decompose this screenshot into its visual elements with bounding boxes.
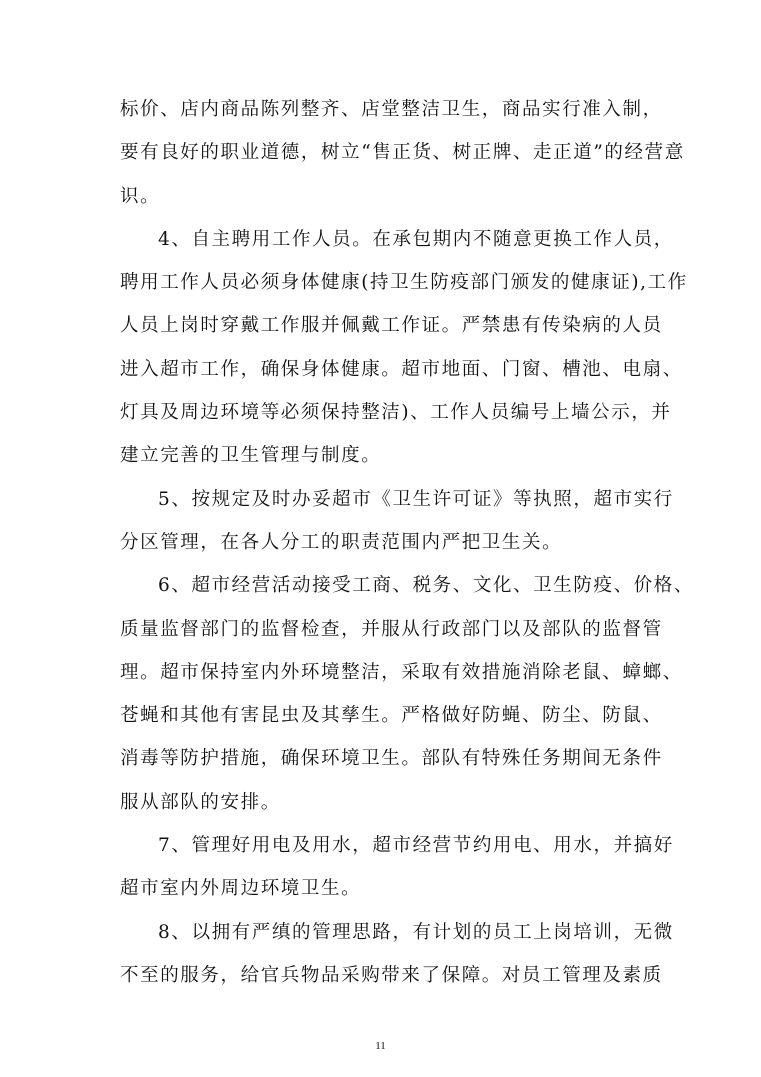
text-line: 超市室内外周边环境卫生。 [120, 878, 362, 900]
page-number: 11 [375, 1040, 386, 1052]
text-line: 服从部队的安排。 [120, 791, 281, 813]
text-line: 不至的服务，给官兵物品采购带来了保障。对员工管理及素质 [120, 964, 663, 986]
paragraph-8-start: 8、以拥有严缜的管理思路，有计划的员工上岗培训，无微 [158, 921, 674, 943]
text-line: 聘用工作人员必须身体健康(持卫生防疫部门颁发的健康证),工作 [120, 272, 688, 294]
text-line: 理。超市保持室内外环境整洁，采取有效措施消除老鼠、蟑螂、 [120, 661, 683, 683]
paragraph-7-start: 7、管理好用电及用水，超市经营节约用电、用水，并搞好 [158, 835, 674, 857]
text-line: 灯具及周边环境等必须保持整洁)、工作人员编号上墙公示，并 [120, 402, 672, 424]
text-line: 识。 [120, 185, 161, 207]
text-line: 标价、店内商品陈列整齐、店堂整洁卫生，商品实行准入制， [120, 99, 663, 120]
text-line: 建立完善的卫生管理与制度。 [120, 445, 382, 467]
paragraph-6-start: 6、超市经营活动接受工商、税务、文化、卫生防疫、价格、 [158, 575, 694, 597]
text-line: 要有良好的职业道德，树立“售正货、树正牌、走正道”的经营意 [120, 142, 685, 164]
document-body [120, 88, 694, 997]
text-line: 人员上岗时穿戴工作服并佩戴工作证。严禁患有传染病的人员 [120, 315, 663, 337]
text-line: 质量监督部门的监督检查，并服从行政部门以及部队的监督管 [120, 618, 663, 640]
text-line: 进入超市工作，确保身体健康。超市地面、门窗、槽池、电扇、 [120, 358, 683, 380]
paragraph-5-start: 5、按规定及时办妥超市《卫生许可证》等执照，超市实行 [158, 488, 674, 510]
text-line: 消毒等防护措施，确保环境卫生。部队有特殊任务期间无条件 [120, 748, 663, 770]
text-line: 分区管理，在各人分工的职责范围内严把卫生关。 [120, 531, 563, 553]
text-line: 苍蝇和其他有害昆虫及其孳生。严格做好防蝇、防尘、防鼠、 [120, 705, 663, 727]
paragraph-4-start: 4、自主聘用工作人员。在承包期内不随意更换工作人员， [158, 228, 674, 250]
